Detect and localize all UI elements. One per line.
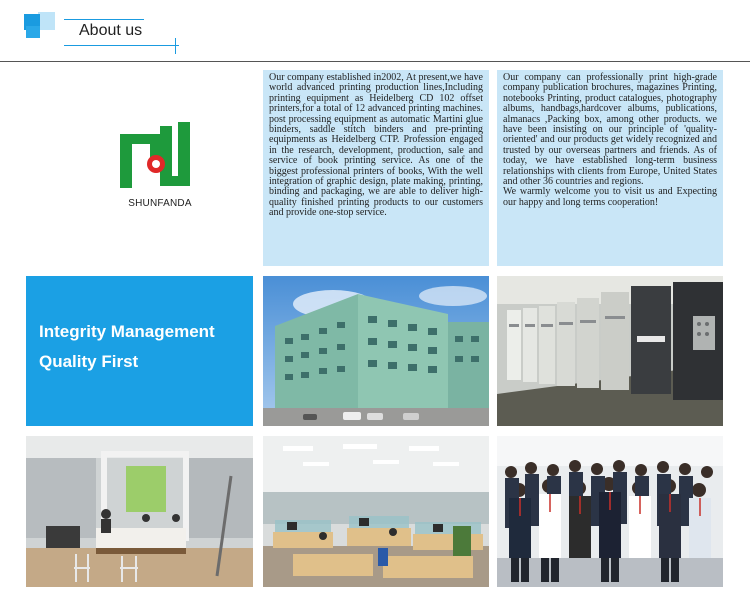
open-office-photo: [263, 436, 489, 587]
slogan-line: Integrity Management: [39, 322, 215, 341]
header-decoration-square: [26, 26, 40, 38]
header-divider: [0, 61, 750, 62]
intro-text-right: [497, 70, 723, 266]
section-header: [0, 0, 750, 62]
company-logo: [112, 122, 208, 212]
team-group-photo: [497, 436, 723, 587]
header-line: [64, 19, 144, 20]
slogan-panel: [26, 276, 253, 426]
intro-paragraph: Our company established in2002, At present,we have world advanced printing production lines,Including printing equipment as Heidelberg CD 102 offset printers,for a total of 12 advanced printing machines. post processing equipment as automatic Martini glue binders, saddle stitch binders and pre-printing equipments as Heidelberg CTP. Profession engaged in the research, development, production, sale and service of book printing service. As one of the biggest professional printers of books, With the well integration of graphic design, plate making, printing, binding and packaging, we are able to deliver high-quality finished printing products to our customers and provide one-stop service.: [269, 72, 483, 219]
intro-text-left: [263, 70, 489, 266]
intro-paragraph: Our company can professionally print high-grade company publication brochures, magazines Printing, notebooks Printing, product catalogues, photography albums, handbags,hardcover albums, publications, almanacs ,Packing box, among other products. we have been insisting on our principle of 'quality-oriented' and our products get widely recognized and trusted by our overseas partners and friends. As of today, we have established long-term business relationships with clients from Europe, United States and other 36 countries and regions.: [503, 72, 717, 188]
header-underline: [64, 45, 179, 46]
header-decoration-square: [38, 12, 55, 30]
shunfanda-logo-icon: [120, 122, 192, 194]
header-line-vertical: [175, 38, 176, 54]
section-title: About us: [79, 22, 143, 39]
printing-press-photo: [497, 276, 723, 426]
slogan-line: Quality First: [39, 352, 139, 371]
office-lobby-photo: [26, 436, 253, 587]
intro-paragraph: We warmly welcome you to visit us and Expecting our happy and long terms cooperation!: [503, 186, 717, 208]
logo-wordmark: SHUNFANDA: [128, 198, 192, 209]
factory-building-photo: [263, 276, 489, 426]
